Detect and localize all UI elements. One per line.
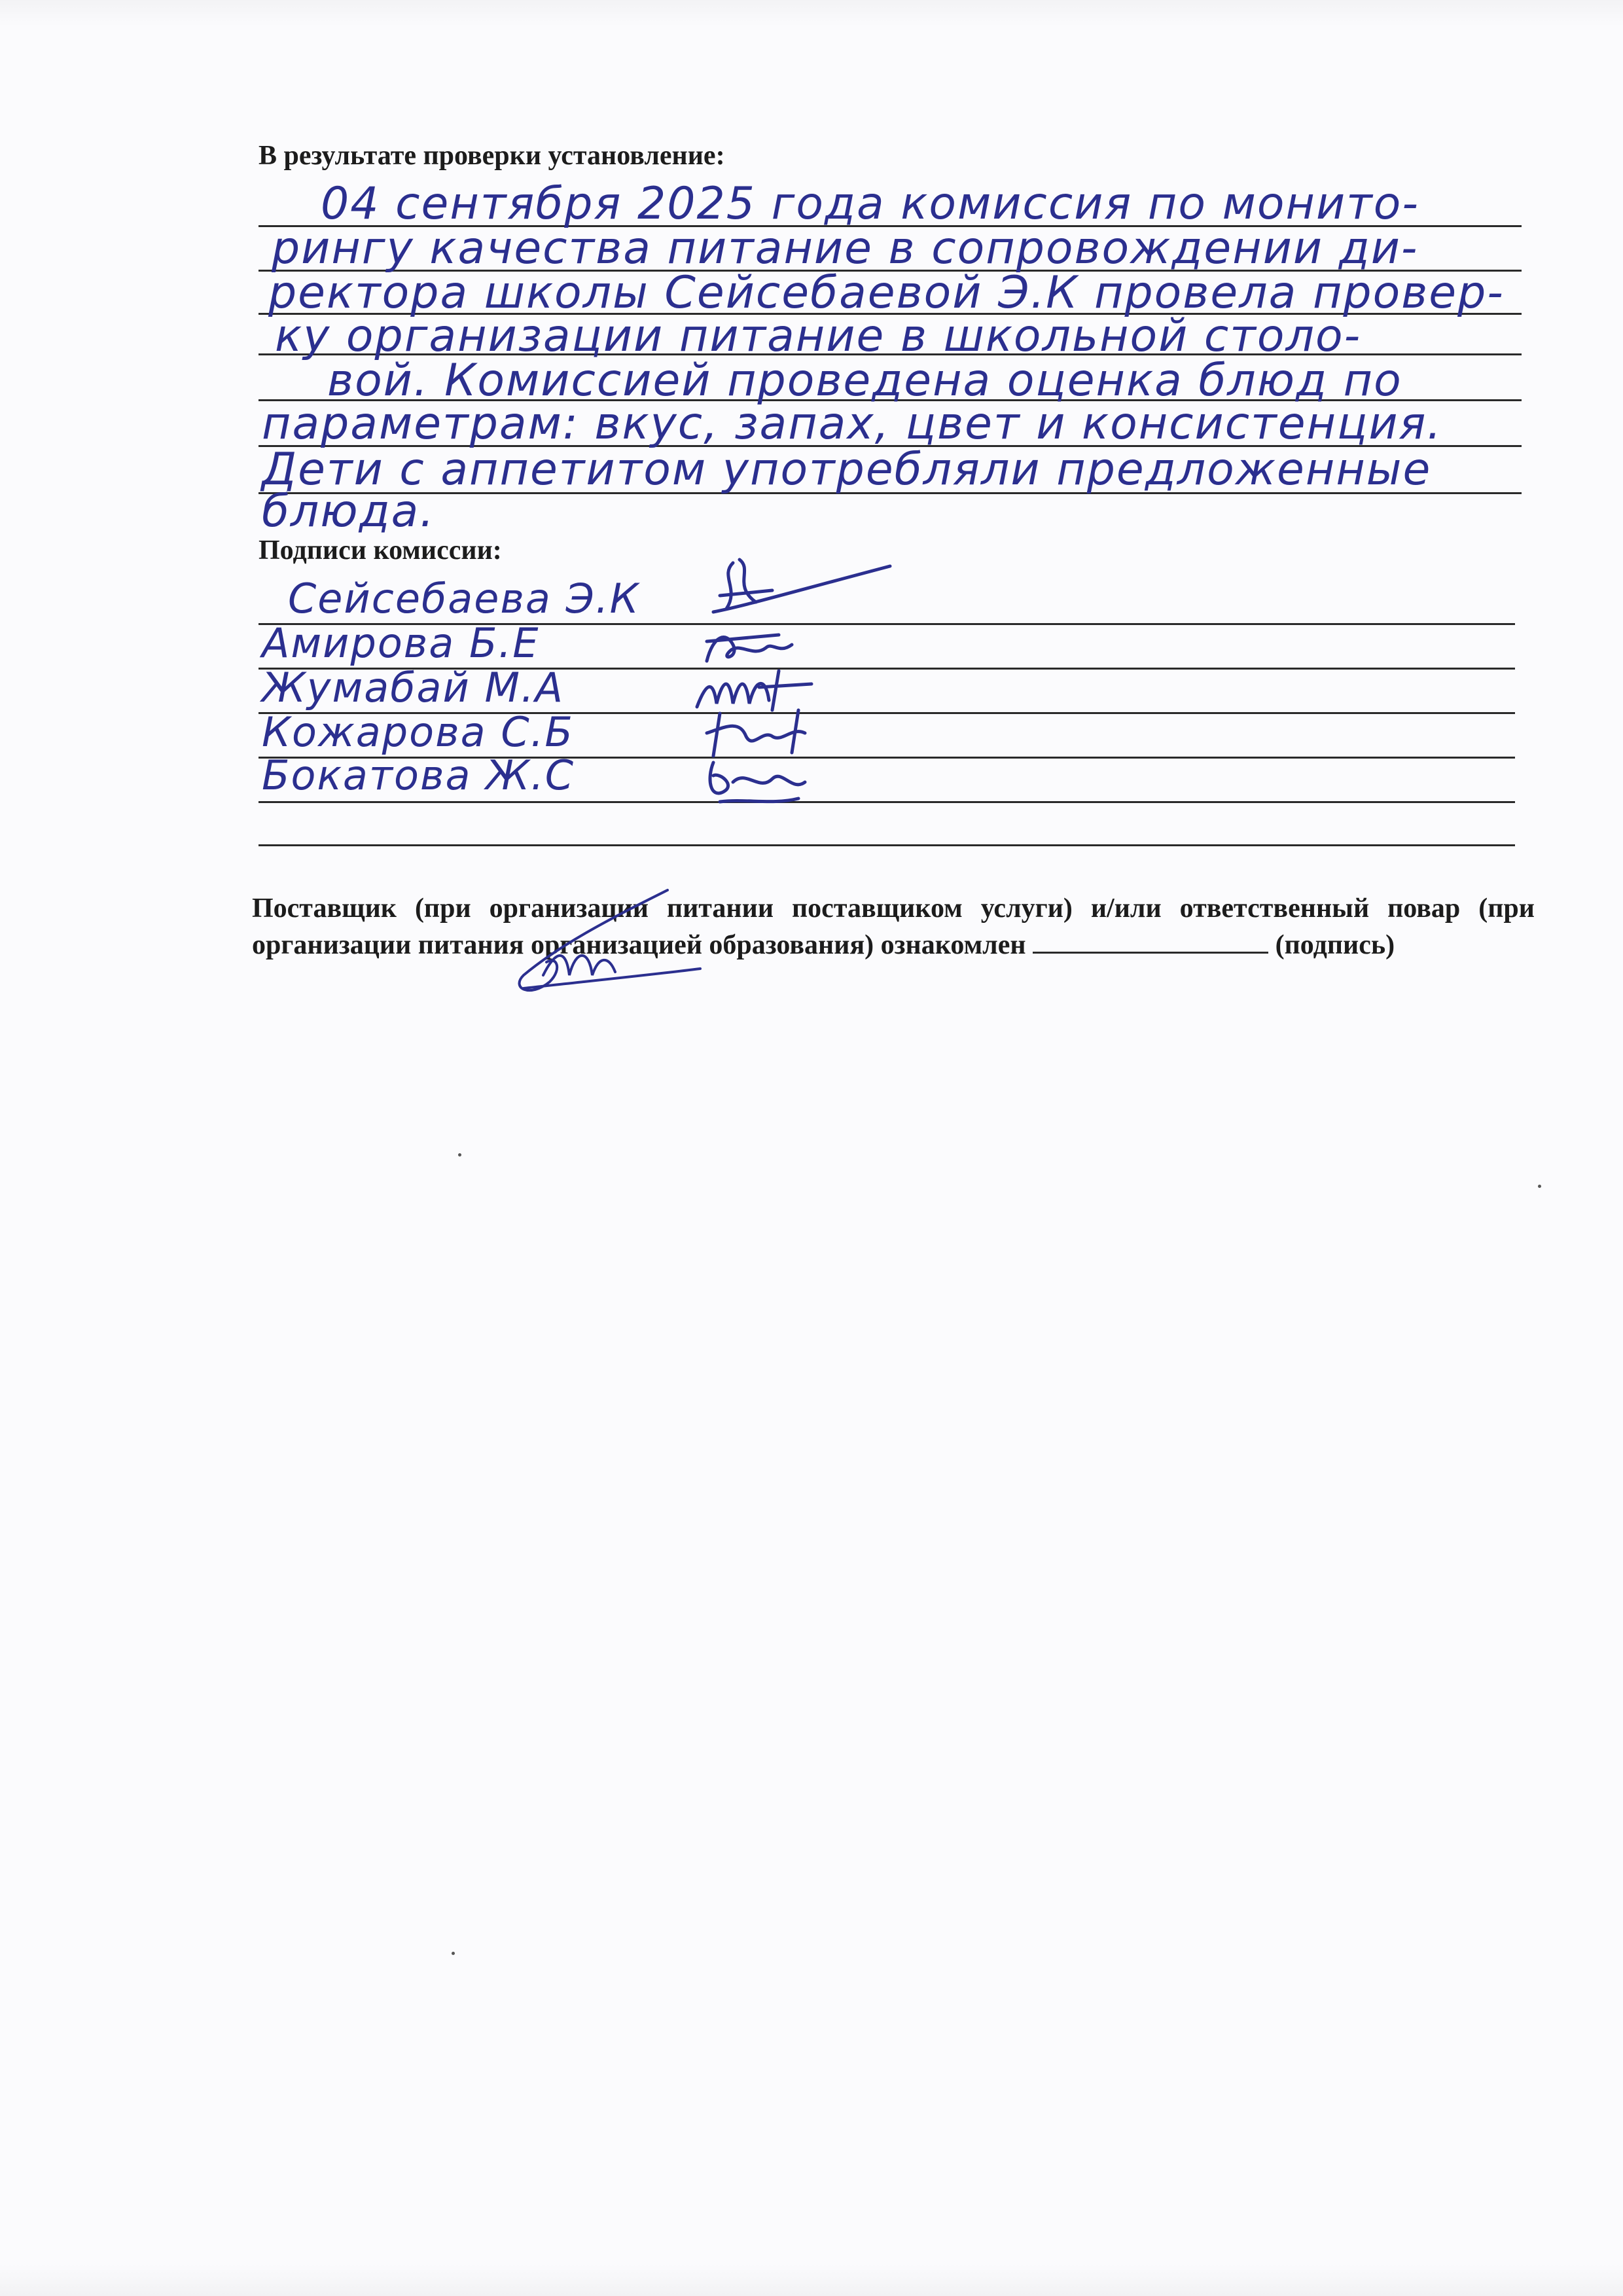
signature-hint: (подпись) bbox=[1275, 930, 1395, 960]
member-name: Жумабай М.А bbox=[262, 664, 565, 711]
findings-line: блюда. bbox=[262, 486, 435, 537]
scan-speck bbox=[1538, 1185, 1541, 1188]
member-name: Кожарова С.Б bbox=[262, 708, 574, 756]
findings-line: ректора школы Сейсебаевой Э.К провела провер- bbox=[268, 267, 1505, 319]
member-name: Сейсебаева Э.К bbox=[288, 575, 640, 622]
findings-line: вой. Комиссией проведена оценка блюд по bbox=[327, 355, 1402, 406]
scan-speck bbox=[452, 1952, 455, 1955]
signatures-heading: Подписи комиссии: bbox=[259, 535, 502, 565]
result-heading: В результате проверки установление: bbox=[259, 141, 725, 171]
supplier-signature-mark bbox=[484, 877, 733, 1008]
member-name: Бокатова Ж.С bbox=[262, 751, 575, 799]
signature-mark bbox=[694, 746, 825, 812]
member-name: Амирова Б.Е bbox=[262, 619, 540, 667]
signature-underline bbox=[259, 801, 1515, 803]
findings-line: параметрам: вкус, запах, цвет и консистенция. bbox=[262, 398, 1443, 450]
signature-underline bbox=[259, 844, 1515, 846]
supplier-signature-line bbox=[1033, 929, 1268, 954]
scan-speck bbox=[458, 1153, 461, 1157]
signature-mark bbox=[694, 550, 903, 622]
supplier-text: Поставщик (при организации питании поставщиком услуги) и/или ответственный повар (при организации питания организацией образования) ознакомлен bbox=[252, 893, 1535, 960]
findings-line: Дети с аппетитом употребляли предложенные bbox=[262, 444, 1432, 495]
findings-line: ку организации питание в школьной столо- bbox=[275, 310, 1362, 362]
supplier-acknowledgement bbox=[252, 890, 1535, 963]
findings-line: рингу качества питание в сопровождении ди- bbox=[272, 223, 1419, 274]
findings-line: 04 сентября 2025 года комиссия по монито- bbox=[321, 178, 1419, 230]
